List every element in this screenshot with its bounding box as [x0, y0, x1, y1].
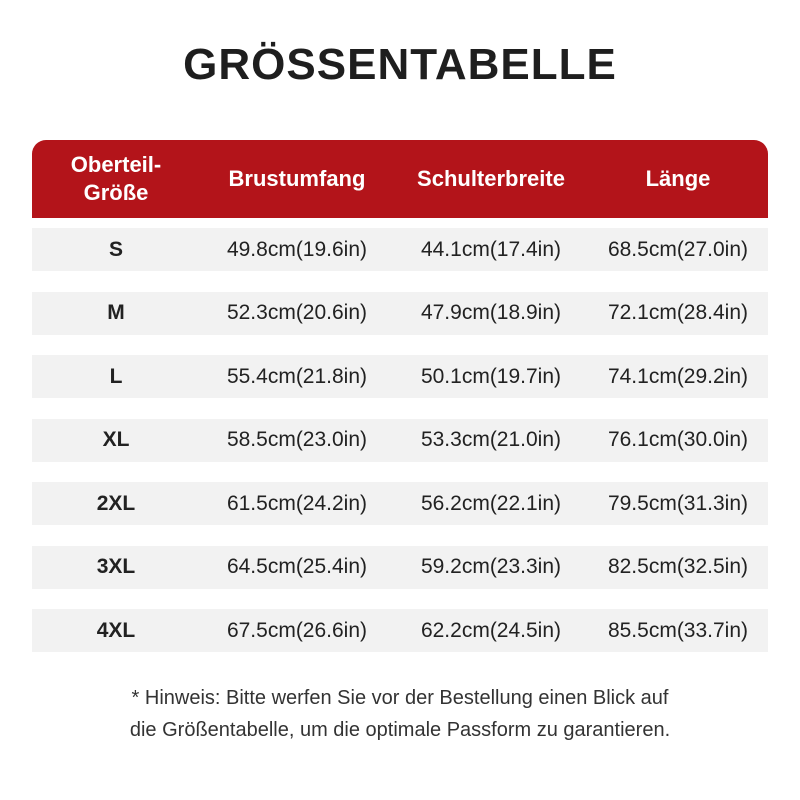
chest-cell: 49.8cm(19.6in): [226, 237, 368, 261]
length-cell: 72.1cm(28.4in): [607, 301, 749, 324]
size-cell: S: [108, 237, 123, 261]
shoulder-cell: 59.2cm(23.3in): [420, 555, 562, 578]
chest-cell: 58.5cm(23.0in): [226, 428, 368, 451]
size-cell: XL: [102, 428, 130, 451]
size-cell: M: [107, 301, 125, 324]
header-size-line2: Größe: [83, 180, 149, 205]
size-cell: 3XL: [96, 555, 136, 578]
shoulder-cell: 56.2cm(22.1in): [420, 491, 562, 515]
table-row: [32, 355, 768, 398]
length-cell: 82.5cm(32.5in): [607, 555, 749, 578]
header-size: [32, 140, 200, 218]
shoulder-cell: 50.1cm(19.7in): [420, 364, 562, 388]
chest-cell: 55.4cm(21.8in): [226, 364, 368, 388]
length-cell: 68.5cm(27.0in): [607, 237, 749, 261]
header-shoulder: Schulterbreite: [417, 166, 565, 191]
size-note: [0, 682, 800, 746]
table-row: [32, 546, 768, 589]
shoulder-cell: 44.1cm(17.4in): [420, 237, 562, 261]
table-header: [32, 140, 768, 218]
chest-cell: 52.3cm(20.6in): [226, 301, 368, 324]
header-size-line1: Oberteil-: [70, 152, 162, 177]
note-line-1: * Hinweis: Bitte werfen Sie vor der Bestellung einen Blick auf: [131, 687, 669, 709]
length-cell: 76.1cm(30.0in): [607, 428, 749, 451]
table-row: [32, 228, 768, 271]
chest-cell: 67.5cm(26.6in): [226, 618, 368, 642]
size-cell: 4XL: [96, 618, 136, 642]
chest-cell: 64.5cm(25.4in): [226, 555, 368, 578]
note-line-2: die Größentabelle, um die optimale Passform zu garantieren.: [129, 719, 671, 741]
table-row: [32, 292, 768, 335]
length-cell: 74.1cm(29.2in): [607, 364, 749, 388]
size-cell: 2XL: [96, 491, 136, 515]
table-row: [32, 609, 768, 652]
shoulder-cell: 62.2cm(24.5in): [420, 618, 562, 642]
table-row: [32, 482, 768, 525]
table-body: [32, 228, 768, 652]
size-cell: L: [109, 364, 123, 388]
header-length: Länge: [645, 166, 711, 191]
header-chest: Brustumfang: [228, 166, 366, 191]
size-table: [32, 140, 768, 673]
shoulder-cell: 53.3cm(21.0in): [420, 428, 562, 451]
length-cell: 79.5cm(31.3in): [607, 491, 749, 515]
length-cell: 85.5cm(33.7in): [607, 618, 749, 642]
shoulder-cell: 47.9cm(18.9in): [420, 301, 562, 324]
page-title: GRÖSSENTABELLE: [183, 40, 617, 89]
table-row: [32, 419, 768, 462]
chest-cell: 61.5cm(24.2in): [226, 491, 368, 515]
